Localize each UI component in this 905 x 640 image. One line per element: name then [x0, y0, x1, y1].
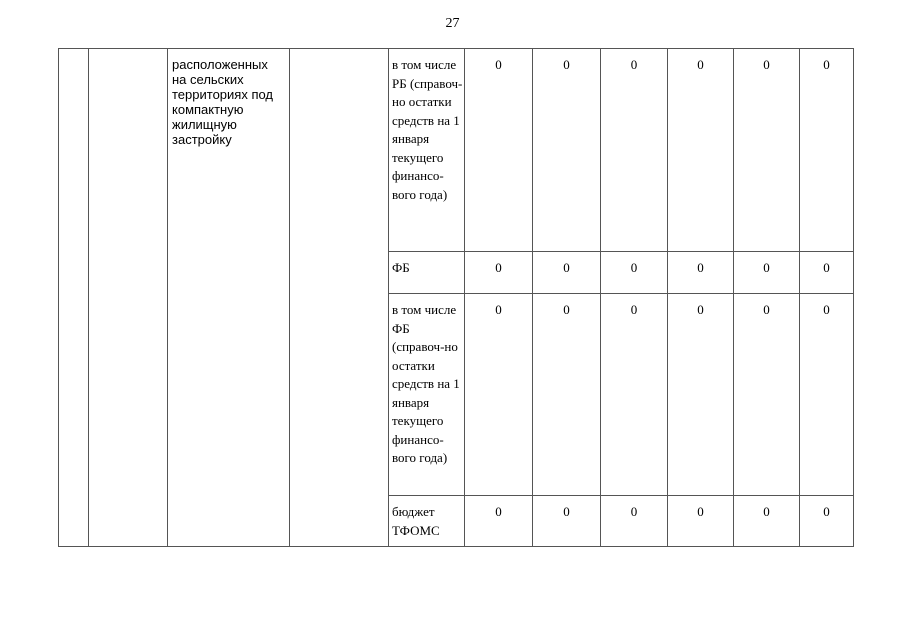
value-cell: 0 [465, 496, 533, 547]
value-cell: 0 [533, 294, 601, 496]
value-cell: 0 [800, 496, 854, 547]
name-cell [89, 49, 168, 547]
value-cell: 0 [668, 49, 734, 252]
value-cell: 0 [734, 294, 800, 496]
value-cell: 0 [533, 49, 601, 252]
funding-source-cell: ФБ [389, 252, 465, 294]
value-cell: 0 [800, 49, 854, 252]
value-cell: 0 [533, 252, 601, 294]
number-cell [59, 49, 89, 547]
value-cell: 0 [601, 496, 668, 547]
value-cell: 0 [533, 496, 601, 547]
value-cell: 0 [734, 49, 800, 252]
page-number: 27 [445, 16, 460, 31]
value-cell: 0 [668, 496, 734, 547]
value-cell: 0 [601, 252, 668, 294]
value-cell: 0 [668, 252, 734, 294]
description-cell: расположенных на сельских территориях под компактную жилищную застройку [168, 49, 290, 547]
value-cell: 0 [465, 294, 533, 496]
funding-source-cell: в том числе ФБ (справоч-но остатки средств на 1 января текущего финансо-вого года) [389, 294, 465, 496]
value-cell: 0 [465, 49, 533, 252]
value-cell: 0 [734, 496, 800, 547]
value-cell: 0 [601, 49, 668, 252]
table-row [59, 49, 854, 252]
value-cell: 0 [800, 294, 854, 496]
value-cell: 0 [668, 294, 734, 496]
value-cell: 0 [734, 252, 800, 294]
funding-source-cell: бюджет ТФОМС [389, 496, 465, 547]
value-cell: 0 [465, 252, 533, 294]
value-cell: 0 [800, 252, 854, 294]
executor-cell [290, 49, 389, 547]
budget-table [58, 48, 854, 547]
funding-source-cell: в том числе РБ (справоч-но остатки средств на 1 января текущего финансо-вого года) [389, 49, 465, 252]
value-cell: 0 [601, 294, 668, 496]
